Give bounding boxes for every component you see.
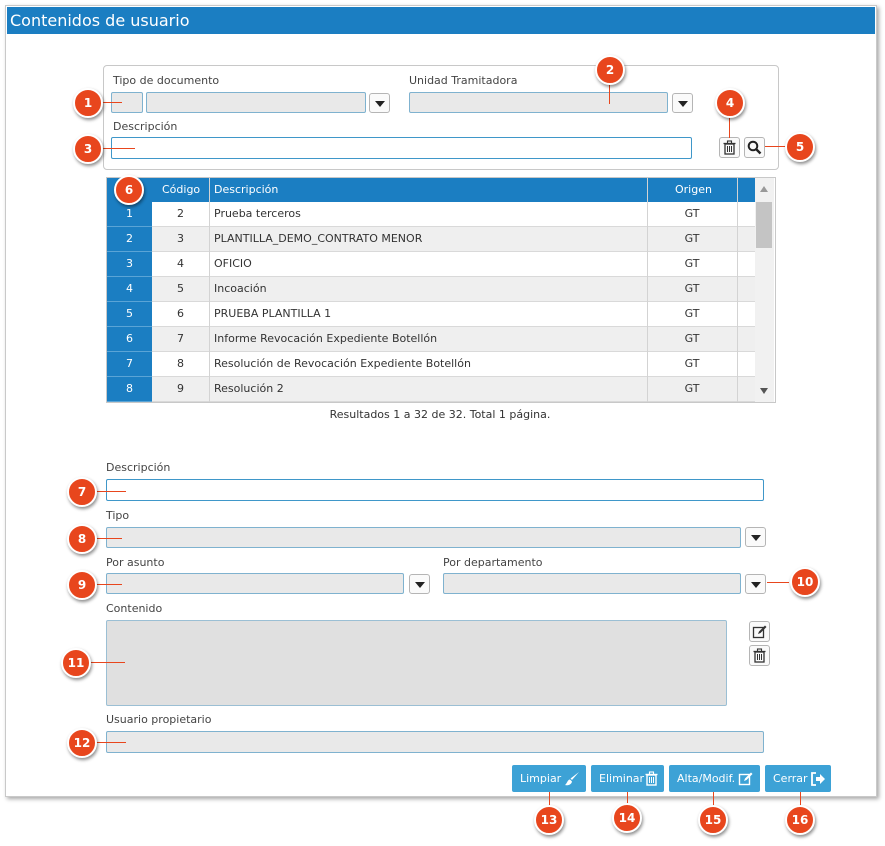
table-row[interactable] [107, 227, 755, 252]
table-row[interactable] [107, 302, 755, 327]
cell-codigo: 2 [177, 207, 184, 220]
eliminar-button[interactable] [591, 765, 664, 792]
grid-scrollbar[interactable] [755, 178, 774, 402]
table-row[interactable] [107, 377, 755, 402]
cell-descripcion: PLANTILLA_DEMO_CONTRATO MENOR [214, 232, 423, 245]
eliminar-label: Eliminar [599, 772, 645, 785]
tipo-label: Tipo [106, 509, 130, 522]
unidad-tramitadora-dropdown-button[interactable] [672, 93, 693, 113]
edit-icon [752, 624, 768, 640]
por-asunto-label: Por asunto [106, 556, 165, 569]
grid-divider [647, 178, 648, 402]
callout-leader [94, 491, 126, 492]
callout-3: 3 [73, 134, 103, 164]
cerrar-button[interactable] [765, 765, 831, 792]
scroll-up-icon[interactable] [760, 186, 768, 192]
cell-descripcion: Informe Revocación Expediente Botellón [214, 332, 438, 345]
filter-descripcion-label: Descripción [113, 120, 178, 133]
trash-icon [752, 648, 767, 663]
cell-origen: GT [684, 357, 700, 370]
window-title: Contenidos de usuario [7, 7, 875, 34]
row-number: 3 [107, 252, 152, 277]
callout-2: 2 [595, 55, 625, 85]
tipo-documento-label: Tipo de documento [113, 74, 220, 87]
cell-codigo: 5 [177, 282, 184, 295]
grid-divider [737, 178, 738, 402]
callout-14: 14 [612, 803, 642, 833]
callout-12: 12 [67, 728, 97, 758]
cell-codigo: 3 [177, 232, 184, 245]
callout-6: 6 [114, 175, 144, 205]
grid-header [107, 178, 755, 202]
callout-leader [94, 584, 122, 585]
col-header-origen[interactable]: Origen [675, 183, 712, 196]
cell-codigo: 4 [177, 257, 184, 270]
unidad-tramitadora-label: Unidad Tramitadora [409, 74, 518, 87]
tipo-documento-dropdown-button[interactable] [369, 93, 390, 113]
cell-origen: GT [684, 207, 700, 220]
filter-descripcion-input[interactable] [111, 137, 692, 159]
edit-icon [738, 771, 754, 787]
delete-contenido-button[interactable] [749, 645, 770, 666]
descripcion-input[interactable] [106, 479, 764, 501]
cell-descripcion: PRUEBA PLANTILLA 1 [214, 307, 332, 320]
callout-10: 10 [790, 567, 820, 597]
search-icon [747, 140, 762, 155]
usuario-propietario-label: Usuario propietario [106, 713, 212, 726]
cell-descripcion: Incoación [214, 282, 267, 295]
results-grid [106, 177, 776, 403]
usuario-propietario-input[interactable] [106, 731, 764, 753]
cell-descripcion: OFICIO [214, 257, 252, 270]
callout-4: 4 [715, 88, 745, 118]
table-row[interactable] [107, 327, 755, 352]
scroll-thumb[interactable] [756, 202, 772, 248]
cell-origen: GT [684, 332, 700, 345]
cell-descripcion: Prueba terceros [214, 207, 301, 220]
callout-16: 16 [785, 805, 815, 835]
col-header-descripcion[interactable]: Descripción [214, 183, 279, 196]
callout-15: 15 [698, 805, 728, 835]
tipo-documento-input[interactable] [146, 92, 366, 113]
descripcion-label: Descripción [106, 461, 171, 474]
trash-icon [722, 140, 737, 155]
cell-codigo: 6 [177, 307, 184, 320]
callout-13: 13 [534, 805, 564, 835]
cerrar-label: Cerrar [773, 772, 808, 785]
search-button[interactable] [744, 137, 765, 158]
por-departamento-label: Por departamento [443, 556, 543, 569]
row-number: 5 [107, 302, 152, 327]
row-number: 6 [107, 327, 152, 352]
tipo-dropdown-button[interactable] [745, 527, 766, 547]
row-number: 1 [107, 202, 152, 227]
table-row[interactable] [107, 202, 755, 227]
unidad-tramitadora-input[interactable] [409, 92, 668, 113]
callout-leader [729, 116, 730, 138]
table-row[interactable] [107, 252, 755, 277]
brush-icon [564, 771, 580, 787]
callout-leader [94, 538, 122, 539]
trash-icon [644, 771, 659, 786]
alta-modif-button[interactable] [669, 765, 760, 792]
row-number: 8 [107, 377, 152, 402]
contenido-area[interactable] [106, 620, 727, 706]
cell-origen: GT [684, 257, 700, 270]
col-header-codigo[interactable]: Código [162, 183, 201, 196]
table-row[interactable] [107, 352, 755, 377]
row-number: 7 [107, 352, 152, 377]
limpiar-button[interactable] [512, 765, 586, 792]
table-row[interactable] [107, 277, 755, 302]
row-number: 4 [107, 277, 152, 302]
grid-divider [209, 178, 210, 402]
callout-leader [90, 662, 125, 663]
cell-codigo: 9 [177, 382, 184, 395]
callout-5: 5 [785, 132, 815, 162]
alta-modif-label: Alta/Modif. [677, 772, 736, 785]
cell-origen: GT [684, 382, 700, 395]
callout-leader [100, 102, 122, 103]
exit-icon [810, 771, 826, 787]
cell-codigo: 7 [177, 332, 184, 345]
por-departamento-dropdown-button[interactable] [745, 574, 766, 594]
callout-11: 11 [61, 648, 91, 678]
limpiar-label: Limpiar [520, 772, 562, 785]
edit-contenido-button[interactable] [749, 621, 770, 642]
cell-origen: GT [684, 307, 700, 320]
clear-filter-button[interactable] [719, 137, 740, 158]
callout-leader [100, 148, 135, 149]
por-asunto-dropdown-button[interactable] [409, 574, 430, 594]
cell-origen: GT [684, 232, 700, 245]
row-number: 2 [107, 227, 152, 252]
cell-descripcion: Resolución 2 [214, 382, 284, 395]
callout-1: 1 [73, 88, 103, 118]
callout-8: 8 [67, 524, 97, 554]
cell-descripcion: Resolución de Revocación Expediente Botellón [214, 357, 471, 370]
contenido-label: Contenido [106, 602, 163, 615]
callout-7: 7 [67, 477, 97, 507]
cell-codigo: 8 [177, 357, 184, 370]
results-summary: Resultados 1 a 32 de 32. Total 1 página. [329, 408, 551, 421]
por-asunto-input[interactable] [106, 573, 404, 594]
callout-leader [767, 582, 789, 583]
callout-leader [765, 146, 787, 147]
callout-leader [94, 742, 126, 743]
cell-origen: GT [684, 282, 700, 295]
tipo-input[interactable] [106, 527, 741, 548]
scroll-down-icon[interactable] [760, 388, 768, 394]
por-departamento-input[interactable] [443, 573, 741, 594]
callout-9: 9 [67, 570, 97, 600]
